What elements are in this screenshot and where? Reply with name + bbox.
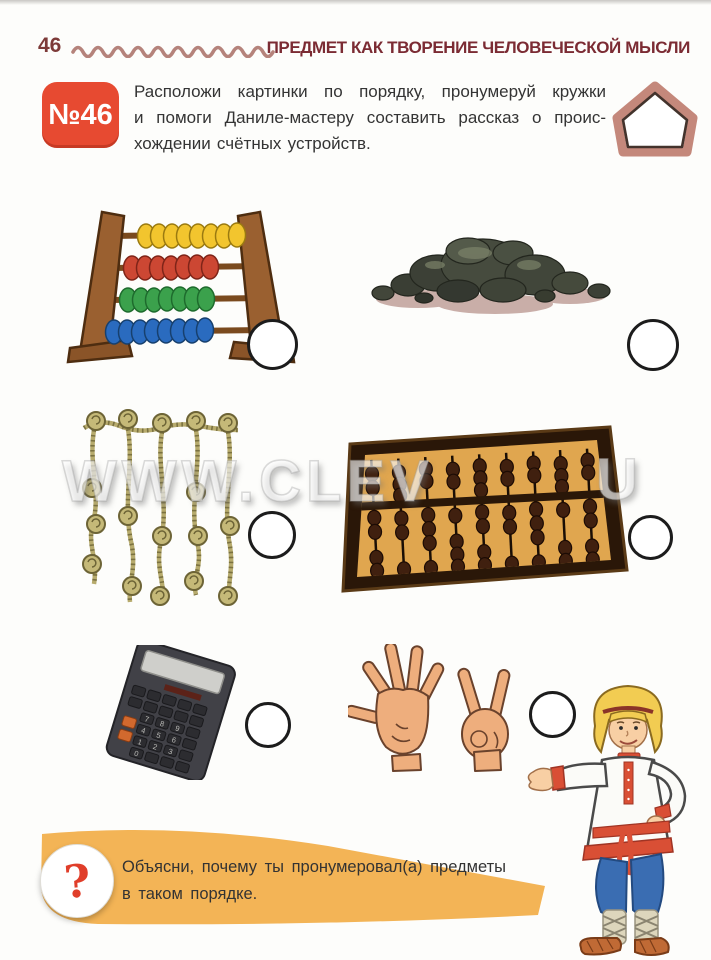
calc-key-5: 5 (155, 730, 162, 741)
answer-circle-2[interactable] (627, 319, 679, 371)
watermark-text-right: U (596, 447, 643, 512)
page-number: 46 (38, 34, 62, 57)
wavy-divider (70, 42, 276, 58)
house-icon (610, 80, 700, 160)
task-number-badge: №46 (42, 82, 119, 148)
watermark-text-left: WWW.CLEV (62, 449, 434, 514)
question-text-line-1: Объясни, почему ты пронумеровал(а) предметы (122, 858, 507, 876)
calc-key-4: 4 (140, 725, 147, 736)
calc-key-6: 6 (170, 735, 178, 745)
scan-edge (0, 0, 711, 5)
calc-key-0: 0 (133, 748, 140, 759)
question-text-line-2: в таком порядке. (122, 885, 258, 903)
calc-key-9: 9 (174, 723, 181, 734)
calculator-image (105, 645, 240, 780)
answer-circle-5[interactable] (245, 702, 291, 748)
pile-of-stones-image (363, 223, 618, 318)
counting-hands-image (348, 644, 530, 772)
task-instruction-line-1: Расположи картинки по порядку, пронумеруй кружки (134, 82, 606, 101)
calc-key-8: 8 (158, 718, 166, 729)
calc-key-7: 7 (143, 714, 151, 725)
calc-key-2: 2 (151, 741, 159, 752)
question-icon (40, 844, 114, 918)
calc-key-1: 1 (136, 737, 144, 748)
knotted-cords-image (80, 396, 248, 608)
answer-circle-1[interactable] (247, 319, 298, 370)
question-mark-glyph: ? (61, 853, 93, 909)
calc-key-3: 3 (167, 746, 174, 757)
task-instruction-line-2: и помоги Даниле-мастеру составить рассказ о проис- (134, 108, 606, 127)
answer-circle-4[interactable] (628, 515, 673, 560)
task-instruction-line-3: хождении счётных устройств. (134, 134, 371, 153)
wooden-abacus-image (338, 414, 634, 610)
task-instruction (134, 79, 606, 157)
question-text (122, 854, 506, 908)
page-title: ПРЕДМЕТ КАК ТВОРЕНИЕ ЧЕЛОВЕЧЕСКОЙ МЫСЛИ (266, 38, 690, 57)
answer-circle-3[interactable] (248, 511, 296, 559)
